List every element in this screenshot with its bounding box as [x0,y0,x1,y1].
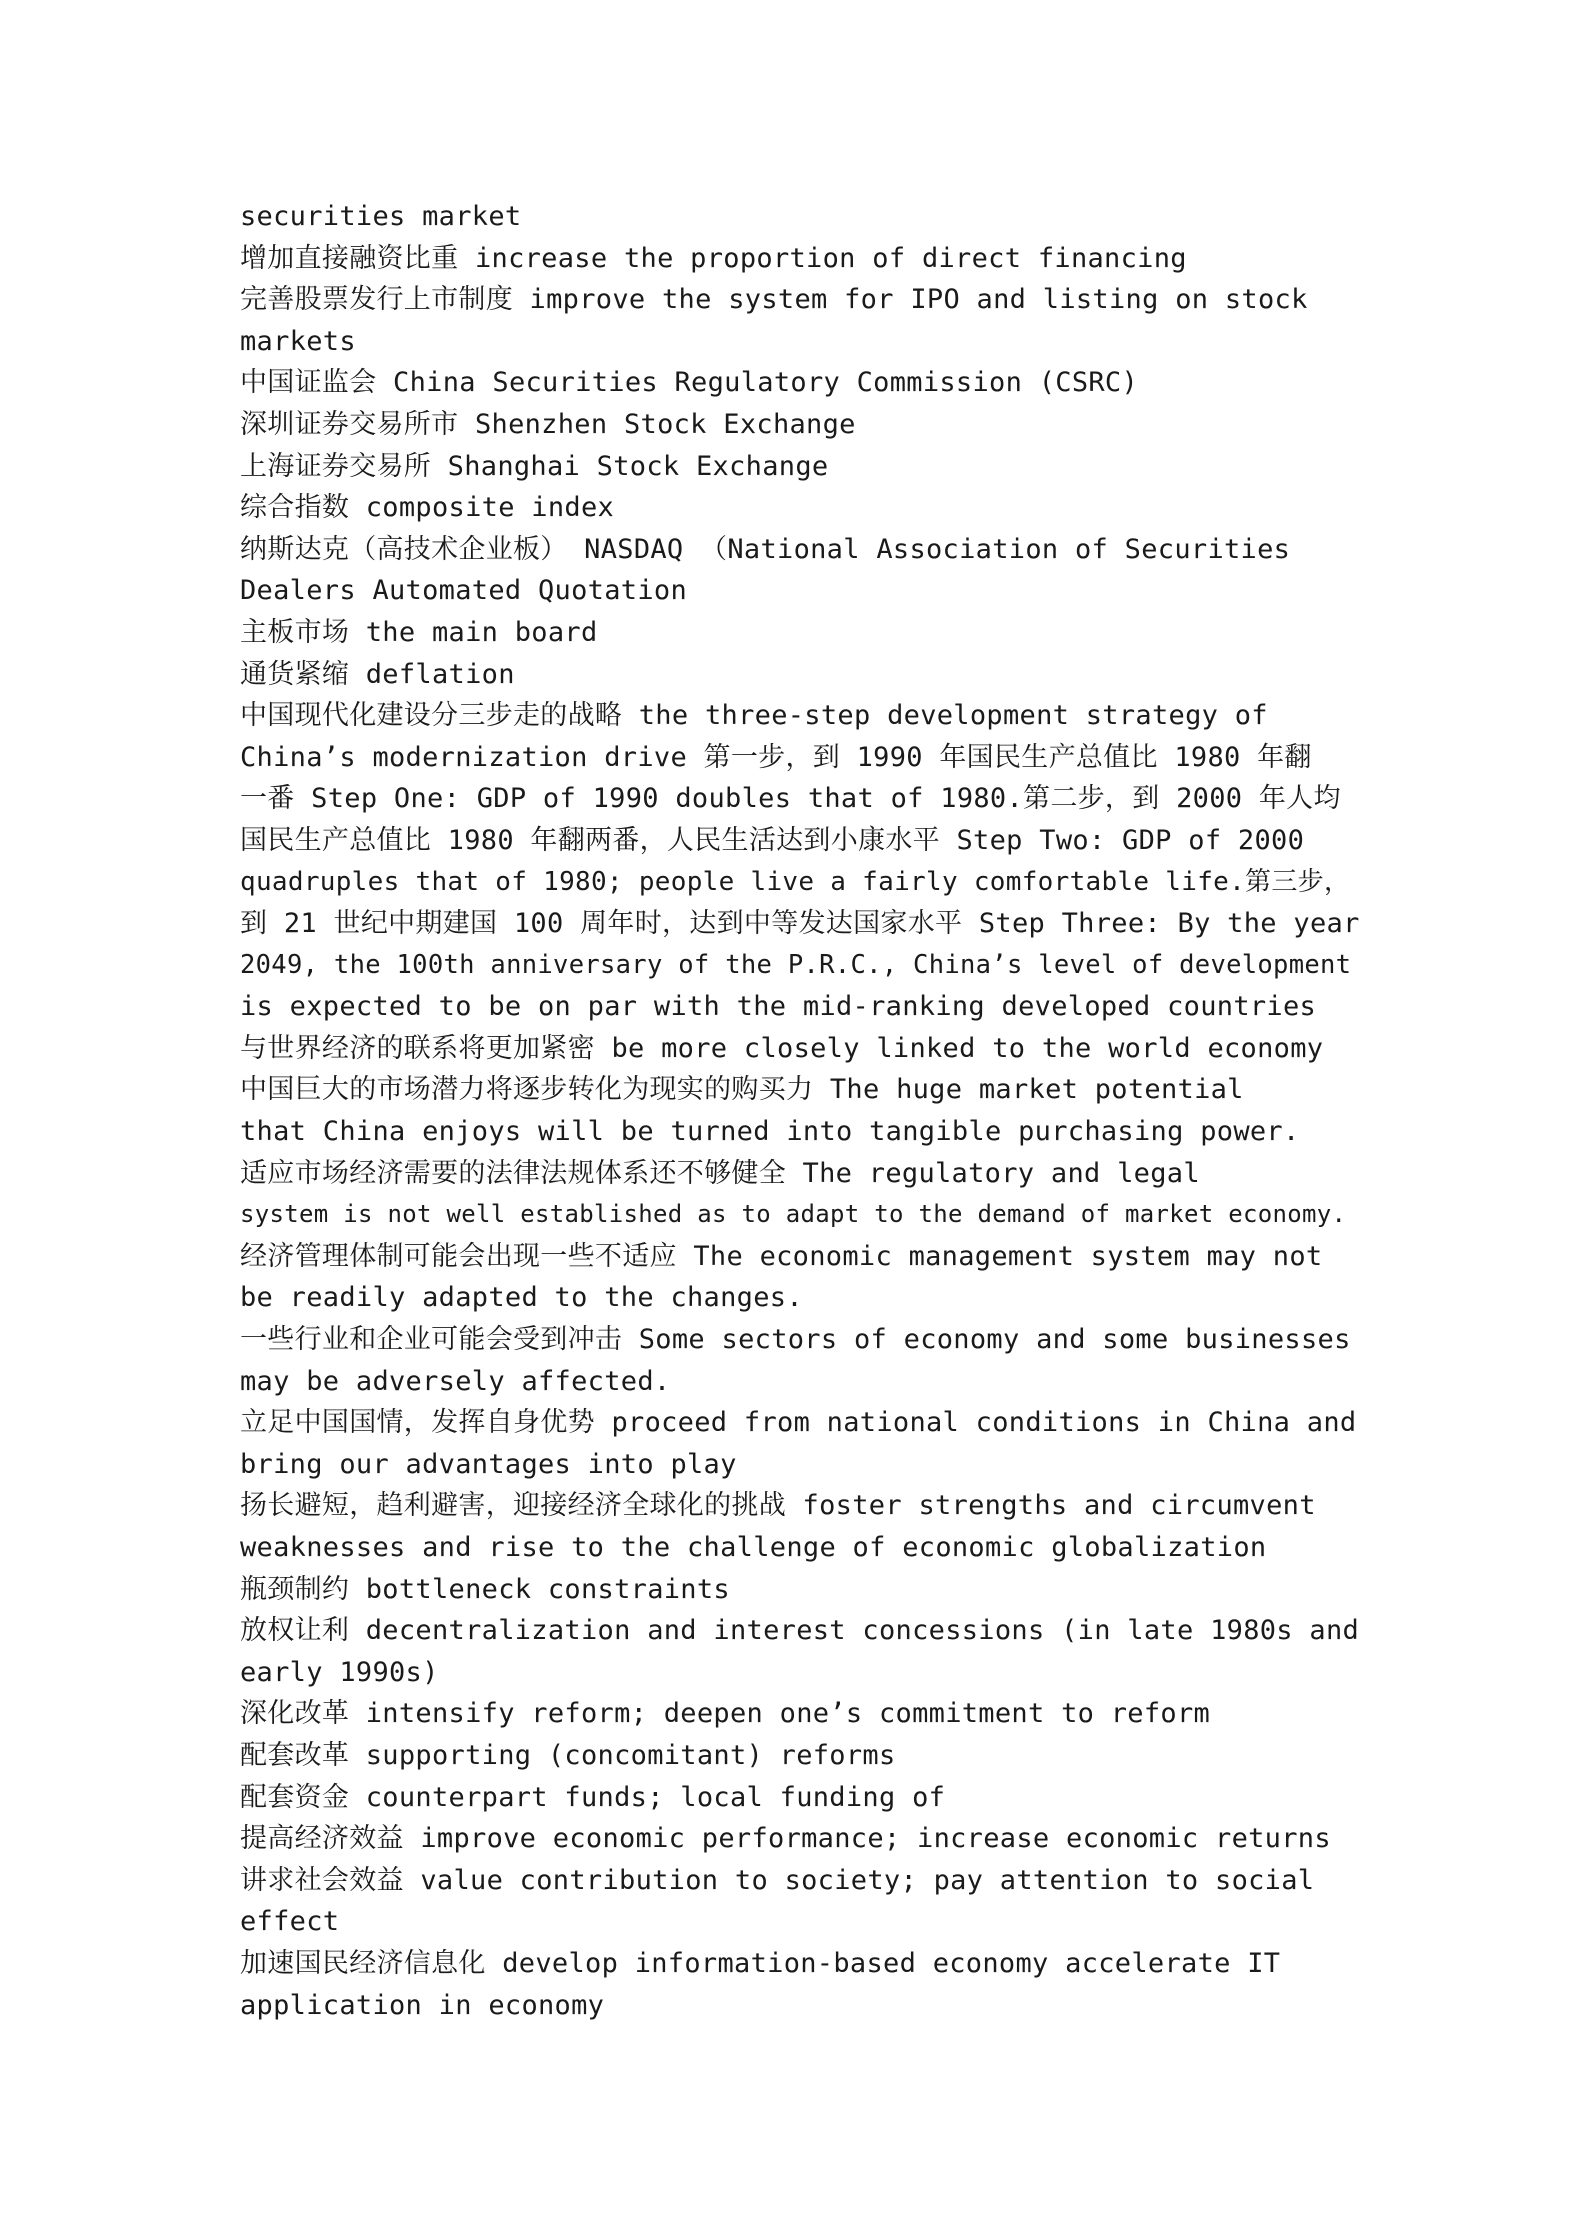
text-line: 经济管理体制可能会出现一些不适应 The economic management system may not [240,1240,1323,1272]
text-line: 瓶颈制约 bottleneck constraints [240,1573,730,1605]
document-body [240,196,1360,2026]
text-line: 2049, the 100th anniversary of the P.R.C., China’s level of development [240,949,1352,980]
text-line: application in economy [240,1989,605,2021]
text-line: 加速国民经济信息化 develop information-based economy accelerate IT [240,1947,1281,1979]
text-line: 提高经济效益 improve economic performance; increase economic returns [240,1823,1331,1855]
text-line: 到 21 世纪中期建国 100 周年时，达到中等发达国家水平 Step Three: By the year [240,908,1360,940]
text-line: 纳斯达克（高技术企业板） NASDAQ （National Association of Securities [240,533,1291,565]
text-line: 完善股票发行上市制度 improve the system for IPO and listing on stock [240,284,1308,316]
text-line: 配套改革 supporting (concomitant) reforms [240,1739,896,1771]
text-line: 深圳证券交易所市 Shenzhen Stock Exchange [240,408,856,440]
text-line: 放权让利 decentralization and interest concessions (in late 1980s and [240,1615,1360,1647]
text-line: 适应市场经济需要的法律法规体系还不够健全 The regulatory and legal [240,1157,1200,1189]
text-line: 立足中国国情，发挥自身优势 proceed from national conditions in China and [240,1407,1357,1439]
text-line: weaknesses and rise to the challenge of economic globalization [240,1532,1267,1563]
text-line: be readily adapted to the changes. [240,1282,803,1314]
text-line: 与世界经济的联系将更加紧密 be more closely linked to the world economy [240,1032,1324,1064]
text-line: 中国现代化建设分三步走的战略 the three-step development strategy of [240,700,1268,732]
text-line: 综合指数 composite index [240,492,615,524]
text-line: 一些行业和企业可能会受到冲击 Some sectors of economy and some businesses [240,1324,1351,1356]
text-line: 中国证监会 China Securities Regulatory Commission (CSRC) [240,367,1139,399]
text-line: China’s modernization drive 第一步，到 1990 年国民生产总值比 1980 年翻 [240,741,1312,773]
text-line: 讲求社会效益 value contribution to society; pay attention to social [240,1864,1315,1896]
text-line: 一番 Step One: GDP of 1990 doubles that of 1980.第二步，到 2000 年人均 [240,783,1341,815]
text-line: bring our advantages into play [240,1448,737,1480]
text-line: securities market [240,201,522,232]
text-line: effect [240,1906,340,1938]
text-line: 中国巨大的市场潜力将逐步转化为现实的购买力 The huge market potential [240,1074,1244,1106]
text-line: markets [240,325,356,357]
text-line: system is not well established as to adapt to the demand of market economy. [240,1200,1347,1229]
text-line: 深化改革 intensify reform; deepen one’s commitment to reform [240,1698,1211,1730]
text-line: 增加直接融资比重 increase the proportion of direct financing [240,242,1187,274]
text-line: 配套资金 counterpart funds; local funding of [240,1781,946,1813]
text-line: 主板市场 the main board [240,616,598,648]
text-line: 扬长避短，趋利避害，迎接经济全球化的挑战 foster strengths and circumvent [240,1490,1316,1522]
text-line: early 1990s) [240,1656,439,1688]
text-line: that China enjoys will be turned into tangible purchasing power. [240,1116,1300,1148]
text-line: quadruples that of 1980; people live a fairly comfortable life.第三步， [240,866,1351,897]
text-line: 国民生产总值比 1980 年翻两番，人民生活达到小康水平 Step Two: GDP of 2000 [240,824,1305,856]
text-line: Dealers Automated Quotation [240,575,687,607]
text-line: 通货紧缩 deflation [240,658,515,690]
text-line: may be adversely affected. [240,1365,671,1397]
text-line: 上海证券交易所 Shanghai Stock Exchange [240,450,829,482]
text-line: is expected to be on par with the mid-ranking developed countries [240,991,1317,1023]
